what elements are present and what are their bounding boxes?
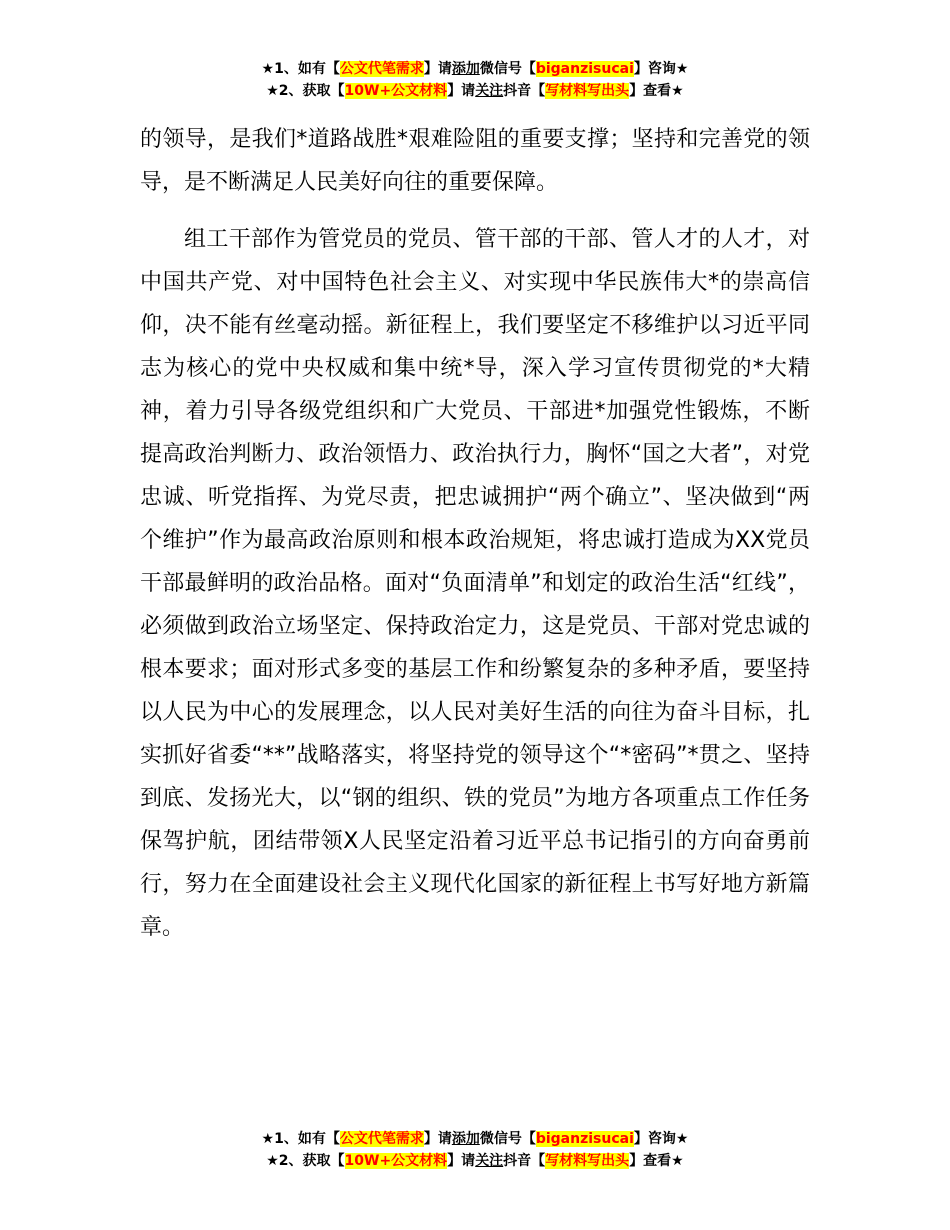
header-banner-line-1: ★1、如有【公文代笔需求】请添加微信号【biganzisucai】咨询★: [261, 61, 689, 77]
body-paragraph-1: 的领导，是我们*道路战胜*艰难险阻的重要支撑；坚持和完善党的领导，是不断满足人民美好向往的重要保障。: [140, 127, 810, 195]
document-body: [140, 118, 810, 949]
header-banner-line-2: ★2、获取【10W+公文材料】请关注抖音【写材料写出头】查看★: [266, 83, 684, 99]
footer-banner-line-2: ★2、获取【10W+公文材料】请关注抖音【写材料写出头】查看★: [266, 1153, 684, 1169]
footer-banner: [0, 1128, 950, 1172]
header-banner: [0, 58, 950, 102]
body-paragraph-2: 组工干部作为管党员的党员、管干部的干部、管人才的人才，对中国共产党、对中国特色社会主义、对实现中华民族伟大*的崇高信仰，决不能有丝毫动摇。新征程上，我们要坚定不移维护以习近平同志为核心的党中央权威和集中统*导，深入学习宣传贯彻党的*大精神，着力引导各级党组织和广大党员、干部进*加强党性锻炼，不断提高政治判断力、政治领悟力、政治执行力，胸怀“国之大者”，对党忠诚、听党指挥、为党尽责，把忠诚拥护“两个确立”、坚决做到“两个维护”作为最高政治原则和根本政治规矩，将忠诚打造成为XX党员干部最鲜明的政治品格。面对“负面清单”和划定的政治生活“红线”，必须做到政治立场坚定、保持政治定力，这是党员、干部对党忠诚的根本要求；面对形式多变的基层工作和纷繁复杂的多种矛盾，要坚持以人民为中心的发展理念，以人民对美好生活的向往为奋斗目标，扎实抓好省委“**”战略落实，将坚持党的领导这个“*密码”*贯之、坚持到底、发扬光大，以“钢的组织、铁的党员”为地方各项重点工作任务保驾护航，团结带领X人民坚定沿着习近平总书记指引的方向奋勇前行，努力在全面建设社会主义现代化国家的新征程上书写好地方新篇章。: [140, 227, 810, 940]
footer-banner-line-1: ★1、如有【公文代笔需求】请添加微信号【biganzisucai】咨询★: [261, 1131, 689, 1147]
